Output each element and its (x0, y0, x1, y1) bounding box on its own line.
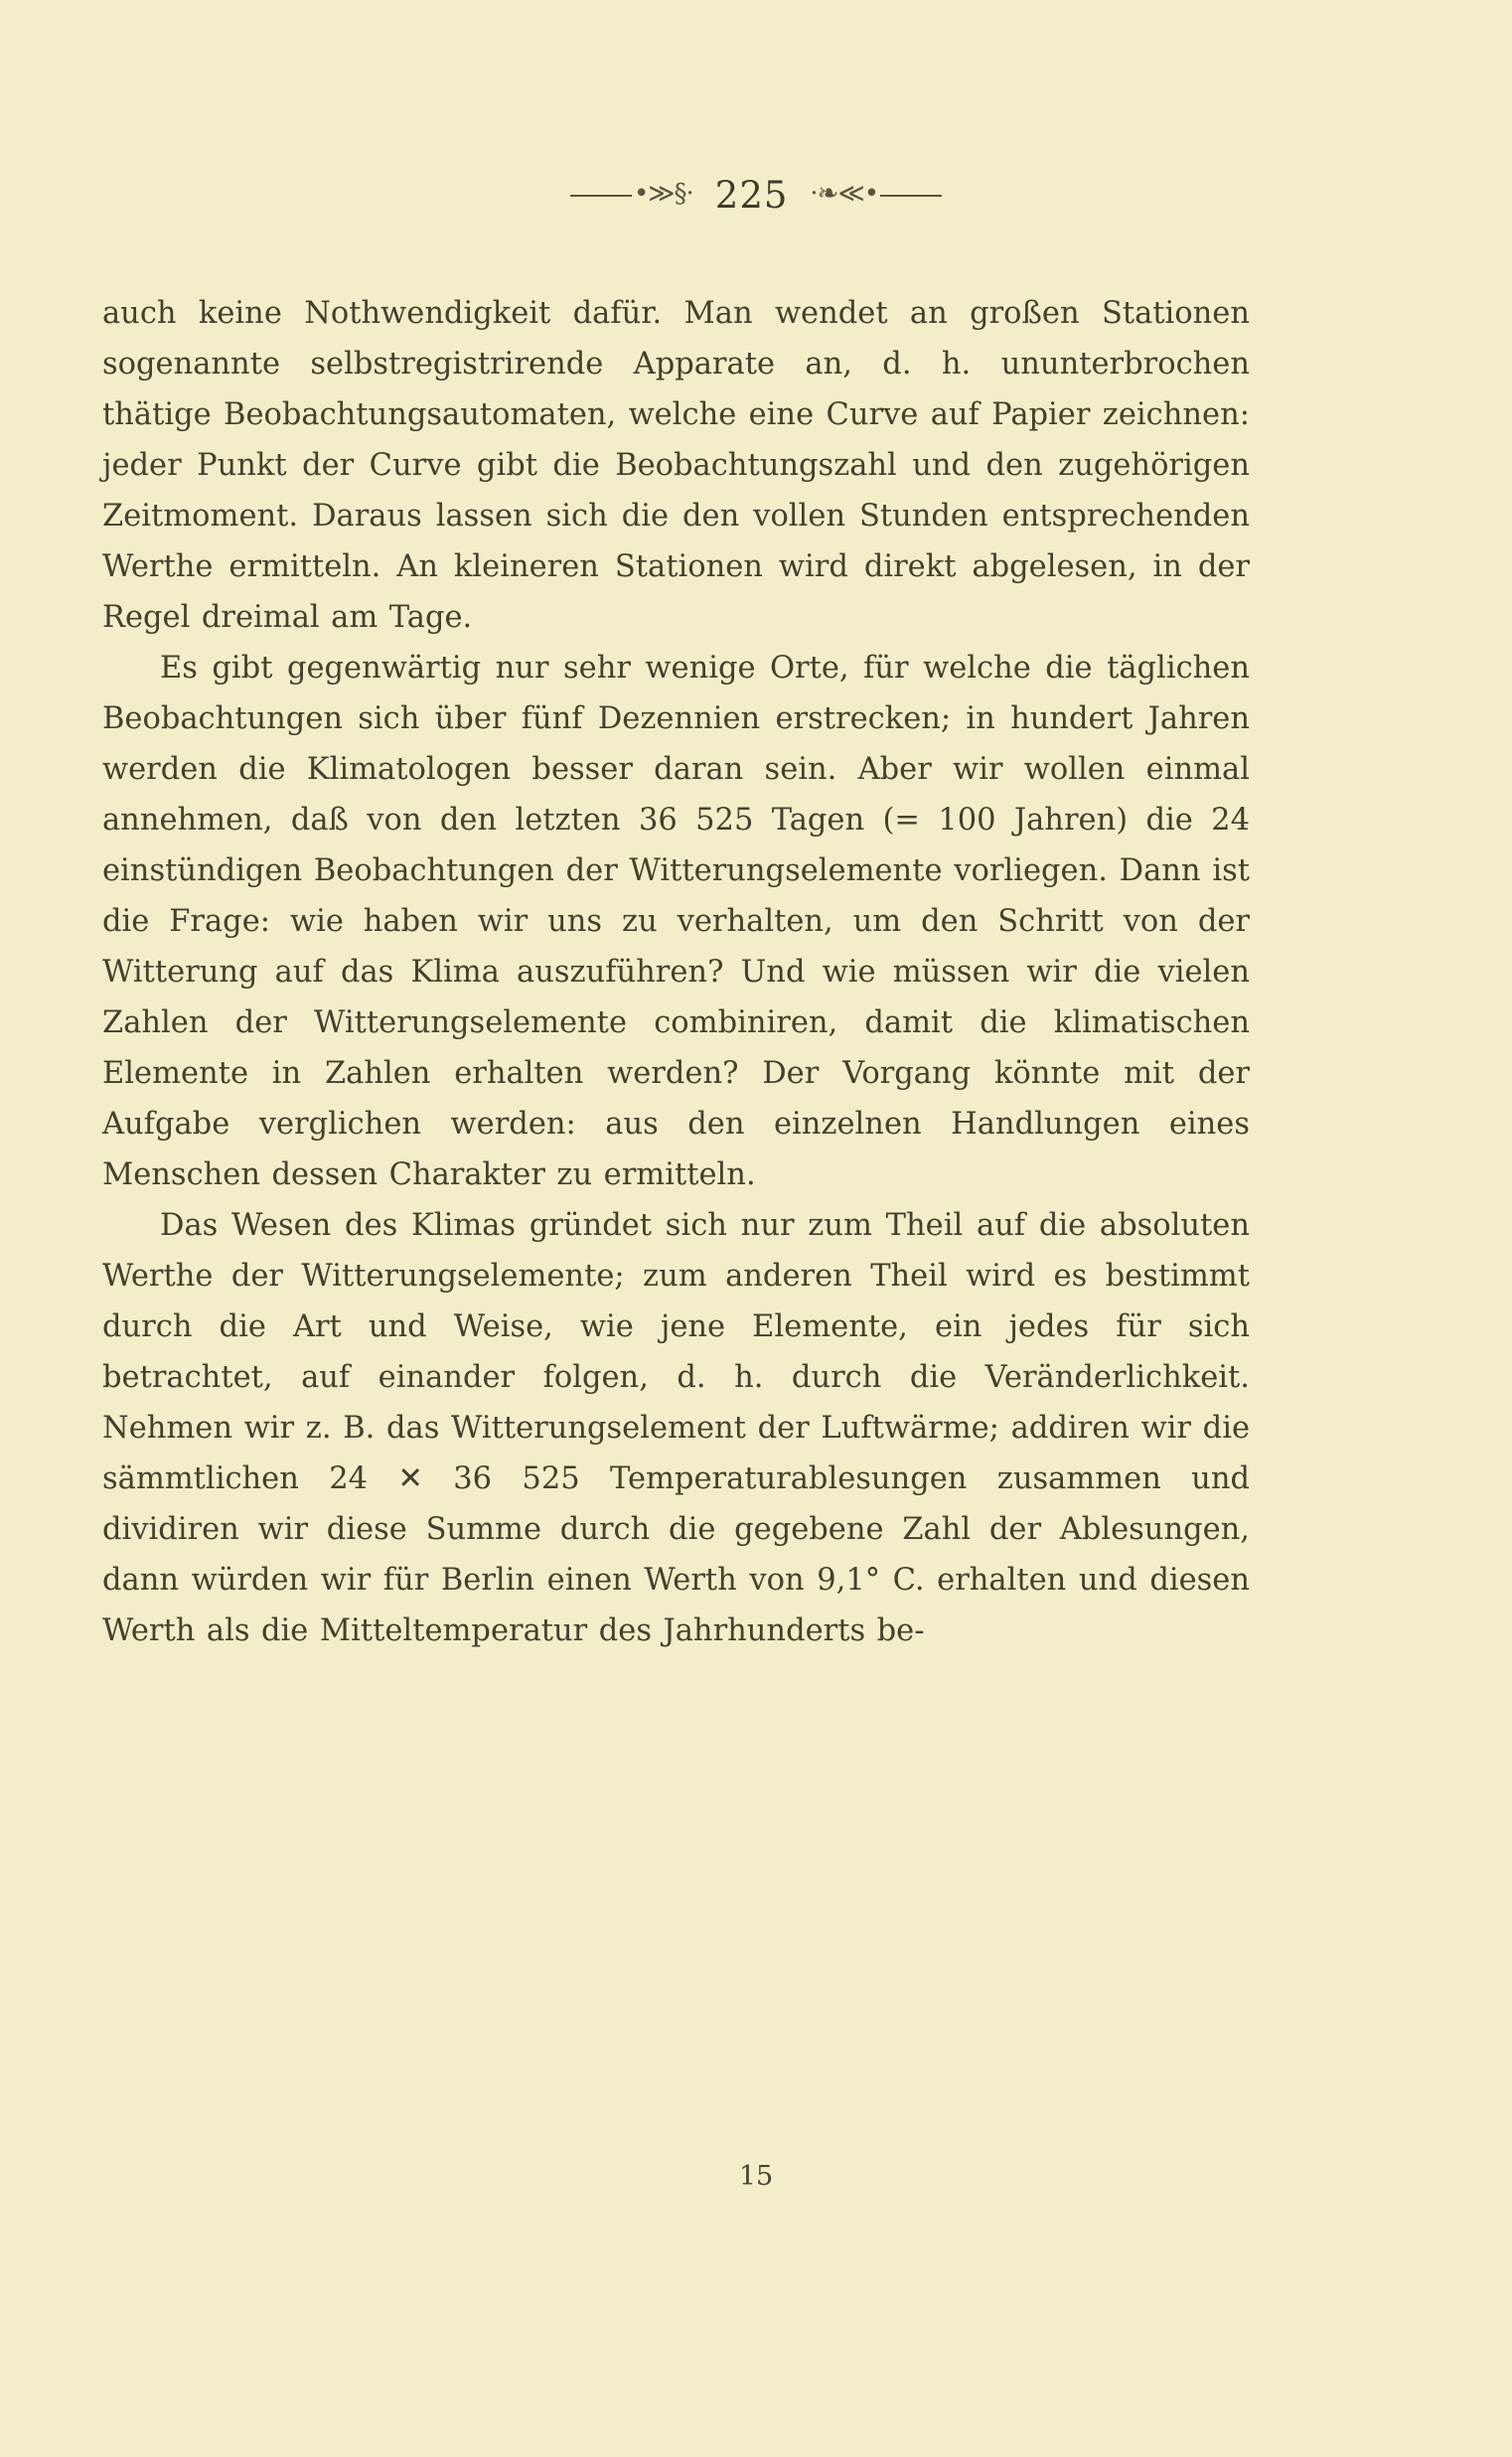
page-header (0, 174, 1512, 217)
paragraph-1: auch keine Nothwendigkeit dafür. Man wendet an großen Stationen sogenannte selbstregistrirende Apparate an, d. h. ununterbrochen thätige Beobachtungsautomaten, welche eine Curve auf Papier zeichnen: jeder Punkt der Curve gibt die Beobachtungszahl und den zugehörigen Zeitmoment. Daraus lassen sich die den vollen Stunden entsprechenden Werthe ermitteln. An kleineren Stationen wird direkt abgelesen, in der Regel dreimal am Tage. (102, 296, 1250, 635)
ornament-left-icon: •≫§· (633, 178, 693, 209)
paragraph-3: Das Wesen des Klimas gründet sich nur zum Theil auf die absoluten Werthe der Witterungselemente; zum anderen Theil wird es bestimmt durch die Art und Weise, wie jene Elemente, ein jedes für sich betrachtet, auf einander folgen, d. h. durch die Veränderlichkeit. Nehmen wir z. B. das Witterungselement der Luftwärme; addiren wir die sämmtlichen 24 ✕ 36 525 Temperaturablesungen zusammen und dividiren wir diese Summe durch die gegebene Zahl der Ablesungen, dann würden wir für Berlin einen Werth von 9,1° C. erhalten und diesen Werth als die Mitteltemperatur des Jahrhunderts be- (102, 1208, 1250, 1648)
paragraph-2: Es gibt gegenwärtig nur sehr wenige Orte, für welche die täglichen Beobachtungen sich über fünf Dezennien erstrecken; in hundert Jahren werden die Klimatologen besser daran sein. Aber wir wollen einmal annehmen, daß von den letzten 36 525 Tagen (= 100 Jahren) die 24 einstündigen Beobachtungen der Witterungselemente vorliegen. Dann ist die Frage: wie haben wir uns zu verhalten, um den Schritt von der Witterung auf das Klima auszuführen? Und wie müssen wir die vielen Zahlen der Witterungselemente combiniren, damit die klimatischen Elemente in Zahlen erhalten werden? Der Vorgang könnte mit der Aufgabe verglichen werden: aus den einzelnen Handlungen eines Menschen dessen Charakter zu ermitteln. (102, 651, 1250, 1192)
ornament-right-icon: ·❧≪• (810, 178, 879, 209)
signature-number: 15 (738, 2161, 774, 2192)
page-number: 225 (714, 174, 789, 217)
header-rule-left (570, 195, 632, 197)
header-rule-right (880, 195, 942, 197)
page-body (102, 288, 1250, 1656)
